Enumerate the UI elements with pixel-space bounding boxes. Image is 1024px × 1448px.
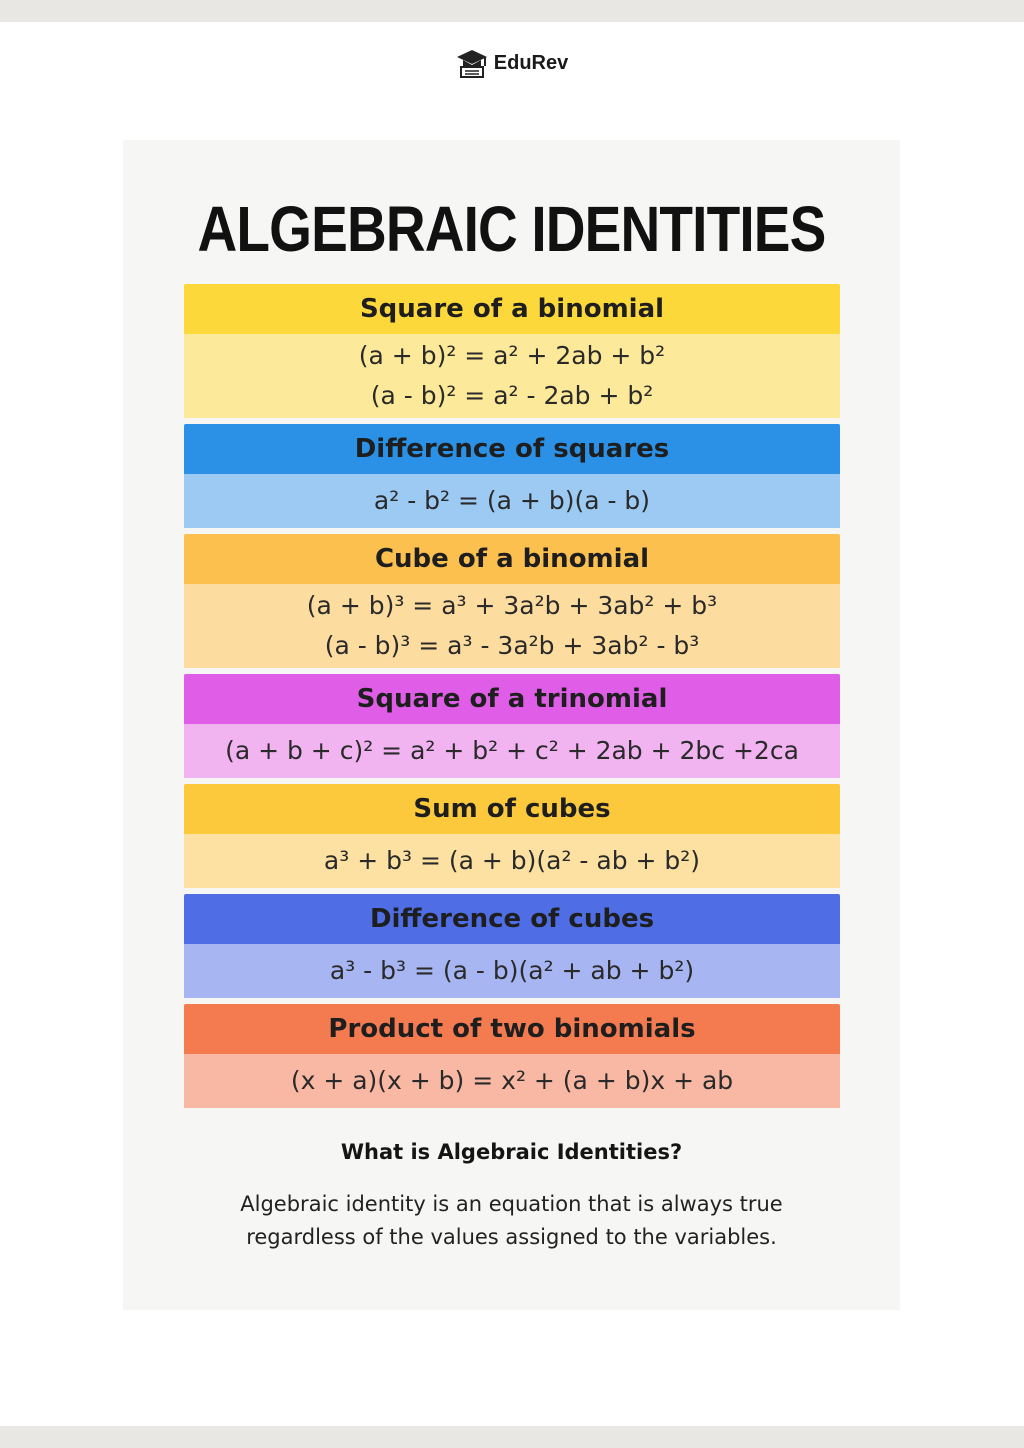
section-heading: Difference of cubes bbox=[184, 894, 840, 944]
section-heading: Cube of a binomial bbox=[184, 534, 840, 584]
page bbox=[0, 22, 1024, 1426]
section-formulas bbox=[184, 1054, 840, 1108]
identity-section bbox=[184, 784, 840, 888]
formula: (a + b)² = a² + 2ab + b² bbox=[358, 341, 666, 370]
formula: a³ - b³ = (a - b)(a² + ab + b²) bbox=[329, 956, 695, 985]
answer-line: Algebraic identity is an equation that is always true bbox=[240, 1192, 783, 1216]
identity-section bbox=[184, 1004, 840, 1108]
formula: (x + a)(x + b) = x² + (a + b)x + ab bbox=[290, 1066, 734, 1095]
graduation-cap-icon bbox=[456, 48, 488, 78]
section-formulas bbox=[184, 944, 840, 998]
identity-sections bbox=[184, 284, 840, 1114]
question-heading: What is Algebraic Identities? bbox=[340, 1140, 683, 1164]
formula: (a + b)³ = a³ + 3a²b + 3ab² + b³ bbox=[306, 591, 718, 620]
section-formulas bbox=[184, 334, 840, 418]
answer-text bbox=[123, 1188, 900, 1254]
identity-section bbox=[184, 674, 840, 778]
brand-logo bbox=[0, 48, 1024, 78]
section-heading: Sum of cubes bbox=[184, 784, 840, 834]
section-heading: Square of a binomial bbox=[184, 284, 840, 334]
identity-section bbox=[184, 534, 840, 668]
formula: a² - b² = (a + b)(a - b) bbox=[373, 486, 651, 515]
brand-name: EduRev bbox=[493, 51, 569, 74]
section-heading: Square of a trinomial bbox=[184, 674, 840, 724]
section-formulas bbox=[184, 834, 840, 888]
section-formulas bbox=[184, 724, 840, 778]
section-formulas bbox=[184, 584, 840, 668]
formula: (a - b)³ = a³ - 3a²b + 3ab² - b³ bbox=[324, 631, 700, 660]
section-heading: Difference of squares bbox=[184, 424, 840, 474]
formula: (a - b)² = a² - 2ab + b² bbox=[370, 381, 654, 410]
section-formulas bbox=[184, 474, 840, 528]
poster-card bbox=[123, 140, 900, 1310]
section-heading: Product of two binomials bbox=[184, 1004, 840, 1054]
formula: a³ + b³ = (a + b)(a² - ab + b²) bbox=[323, 846, 701, 875]
identity-section bbox=[184, 424, 840, 528]
answer-line: regardless of the values assigned to the variables. bbox=[246, 1225, 777, 1249]
identity-section bbox=[184, 894, 840, 998]
identity-section bbox=[184, 284, 840, 418]
formula: (a + b + c)² = a² + b² + c² + 2ab + 2bc +2ca bbox=[225, 736, 799, 765]
poster-title: ALGEBRAIC IDENTITIES bbox=[197, 193, 826, 265]
